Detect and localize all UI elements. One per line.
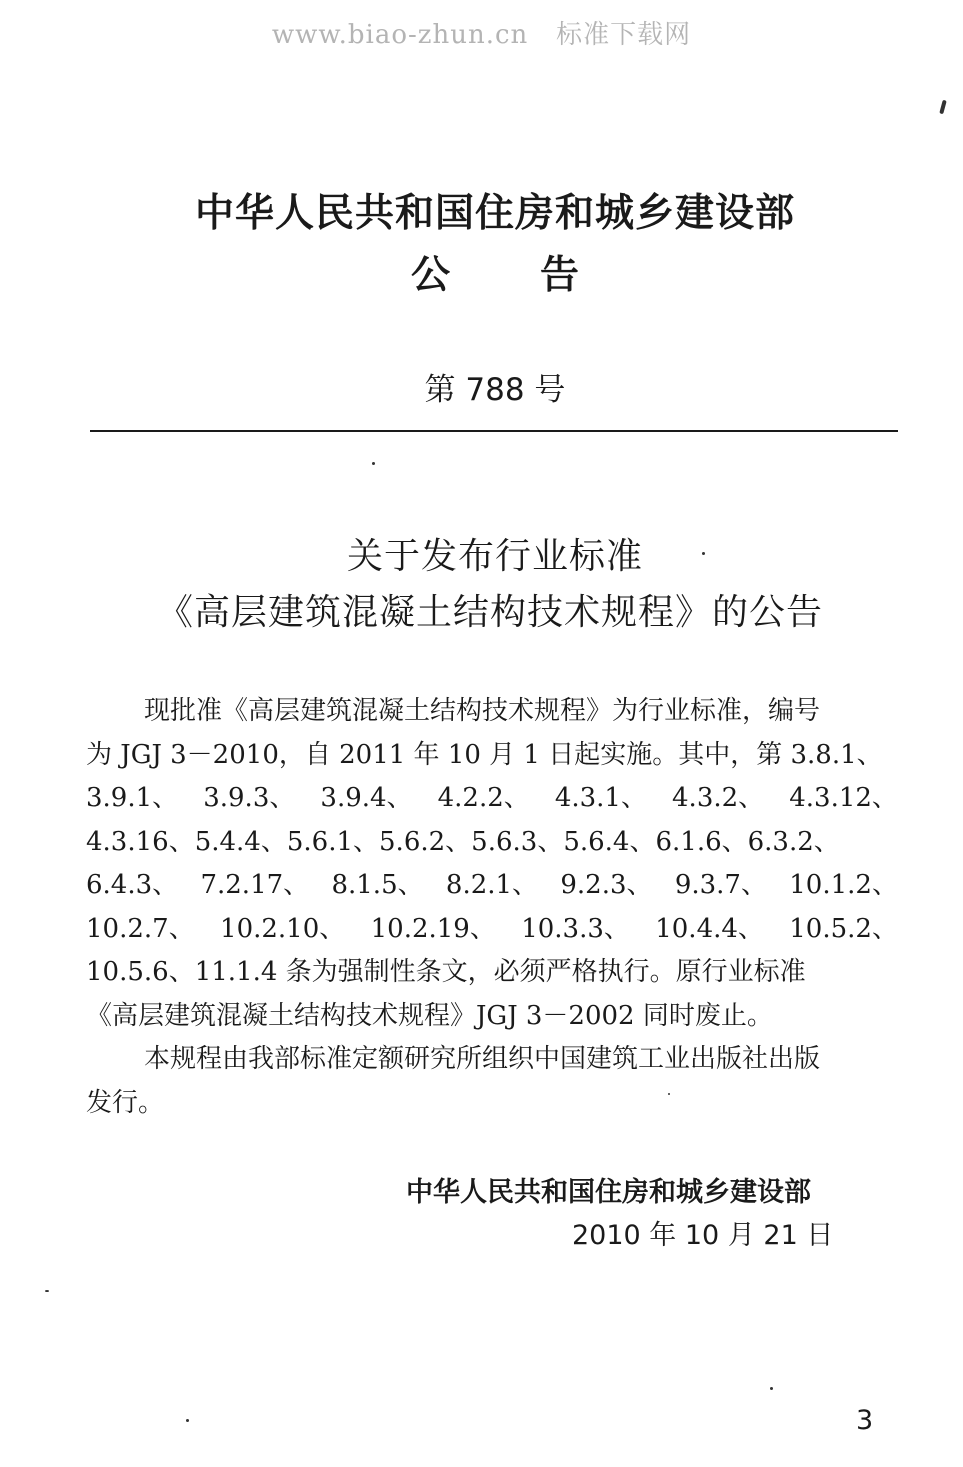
subject-line-1: 关于发布行业标准 — [346, 536, 643, 577]
clause-number: 3.9.3、 — [203, 783, 296, 813]
clause-number: 8.1.5、 — [331, 870, 424, 900]
scan-speck — [45, 1290, 49, 1292]
clause-list-row — [86, 777, 898, 821]
scan-speck — [186, 1419, 189, 1422]
clause-number: 9.2.3、 — [560, 870, 653, 900]
subject-line-2: 《高层建筑混凝土结构技术规程》的公告 — [156, 592, 823, 633]
clause-number: 4.3.12、 — [789, 783, 898, 813]
scan-speck — [939, 100, 946, 115]
body-line: 发行。 — [86, 1087, 165, 1118]
page-number: 3 — [856, 1405, 874, 1436]
header-divider — [90, 430, 898, 432]
issuer-signature: 中华人民共和国住房和城乡建设部 — [406, 1177, 811, 1208]
clause-number: 10.5.2、 — [789, 913, 898, 944]
clause-list-row — [86, 864, 898, 908]
body-line: 10.5.6、11.1.4 条为强制性条文，必须严格执行。原行业标准 — [86, 957, 806, 987]
ministry-title: 中华人民共和国住房和城乡建设部 — [194, 191, 795, 236]
scan-speck — [770, 1387, 773, 1390]
notice-number: 第 788 号 — [424, 372, 566, 408]
body-line: 为 JGJ 3－2010，自 2011 年 10 月 1 日起实施。其中，第 3.8.1、 — [86, 739, 883, 770]
clause-number: 10.2.10、 — [220, 913, 346, 944]
clause-number: 10.3.3、 — [521, 913, 630, 944]
clause-number: 9.3.7、 — [674, 870, 767, 900]
clause-number: 6.4.3、 — [86, 870, 179, 900]
clause-number: 7.2.17、 — [200, 870, 310, 900]
clause-number: 10.2.19、 — [370, 913, 496, 944]
clause-number: 4.3.1、 — [554, 783, 647, 813]
issue-date: 2010 年 10 月 21 日 — [572, 1220, 834, 1251]
clause-list-row — [86, 908, 898, 952]
clause-list-row: 4.3.16、5.4.4、5.6.1、5.6.2、5.6.3、5.6.4、6.1.6、6.3.2、 — [86, 826, 840, 857]
body-line: 现批准《高层建筑混凝土结构技术规程》为行业标准，编号 — [144, 696, 821, 726]
clause-number: 10.1.2、 — [789, 870, 898, 900]
watermark: www.biao-zhun.cn 标准下载网 — [271, 20, 692, 50]
scan-speck — [372, 462, 375, 465]
scan-speck — [702, 552, 705, 555]
notice-body — [86, 690, 898, 1125]
clause-number: 3.9.4、 — [320, 783, 413, 813]
clause-number: 8.2.1、 — [445, 870, 539, 900]
clause-number: 10.2.7、 — [86, 913, 195, 944]
clause-number: 10.4.4、 — [655, 913, 764, 944]
notice-heading: 公告 — [410, 253, 669, 298]
body-line: 《高层建筑混凝土结构技术规程》JGJ 3－2002 同时废止。 — [86, 1000, 773, 1031]
body-line: 本规程由我部标准定额研究所组织中国建筑工业出版社出版 — [144, 1044, 821, 1074]
clause-number: 4.2.2、 — [437, 783, 530, 813]
scan-speck — [668, 1093, 670, 1095]
clause-number: 4.3.2、 — [672, 783, 765, 813]
clause-number: 3.9.1、 — [86, 783, 179, 813]
